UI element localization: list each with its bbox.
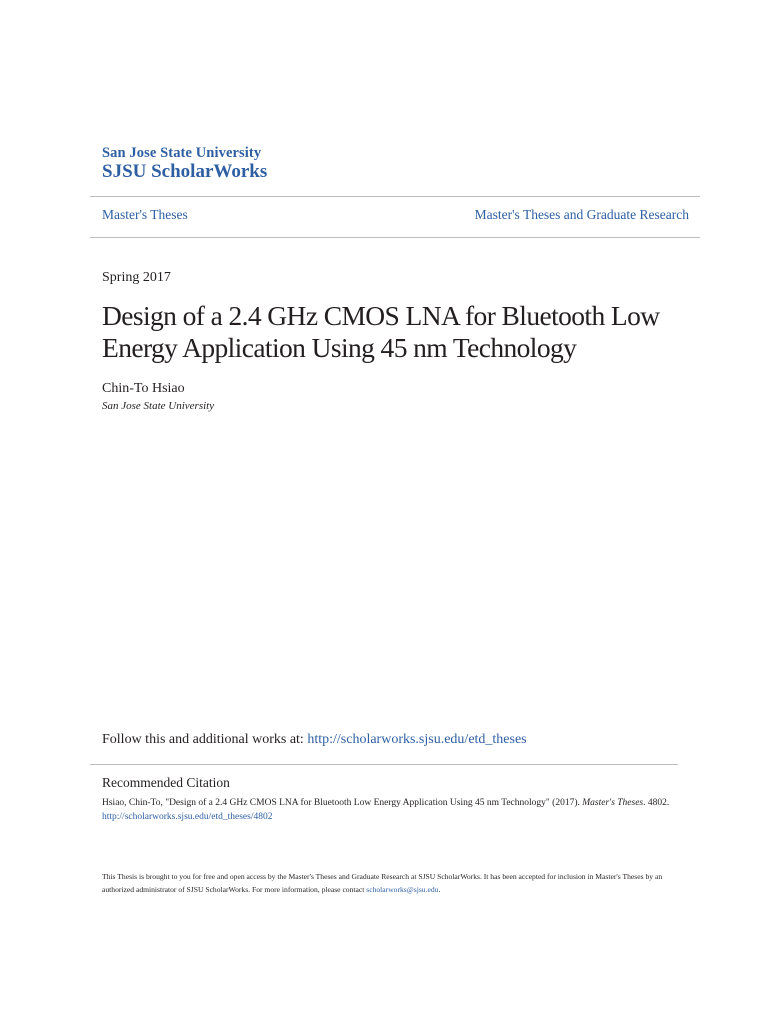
- access-notice: [102, 871, 672, 896]
- nav-link-masters-theses[interactable]: Master's Theses: [102, 207, 188, 222]
- nav-link-graduate-research[interactable]: Master's Theses and Graduate Research: [474, 207, 689, 222]
- header-divider-top: [90, 196, 700, 197]
- repository-name[interactable]: SJSU ScholarWorks: [102, 161, 268, 182]
- citation-block: [102, 797, 672, 824]
- citation-link[interactable]: http://scholarworks.sjsu.edu/etd_theses/4802: [102, 811, 273, 822]
- follow-label: Follow this and additional works at:: [102, 732, 308, 747]
- author-affiliation: San Jose State University: [102, 400, 215, 412]
- follow-line: [102, 732, 527, 748]
- publication-date: Spring 2017: [102, 270, 171, 285]
- citation-text: Hsiao, Chin-To, "Design of a 2.4 GHz CMOS LNA for Bluetooth Low Energy Application Using 45 nm Technology" (2017).: [102, 798, 583, 808]
- header-divider-bottom: [90, 237, 700, 238]
- notice-text: This Thesis is brought to you for free and open access by the Master's Theses and Graduate Research at SJSU ScholarWorks. It has been accepted for inclusion in Master's Theses by an authorized administrator of SJSU ScholarWorks. For more information, please contact: [102, 872, 663, 894]
- citation-divider: [90, 764, 678, 765]
- citation-number: . 4802.: [643, 798, 670, 808]
- contact-email-link[interactable]: scholarworks@sjsu.edu: [366, 884, 439, 894]
- author-name: Chin-To Hsiao: [102, 381, 185, 396]
- recommended-citation-heading: Recommended Citation: [102, 775, 230, 790]
- notice-end: .: [438, 884, 441, 894]
- paper-title: Design of a 2.4 GHz CMOS LNA for Bluetooth Low Energy Application Using 45 nm Technology: [102, 300, 660, 363]
- follow-link[interactable]: http://scholarworks.sjsu.edu/etd_theses: [307, 732, 527, 747]
- citation-series: Master's Theses: [582, 798, 644, 808]
- institution-name: San Jose State University: [102, 145, 262, 161]
